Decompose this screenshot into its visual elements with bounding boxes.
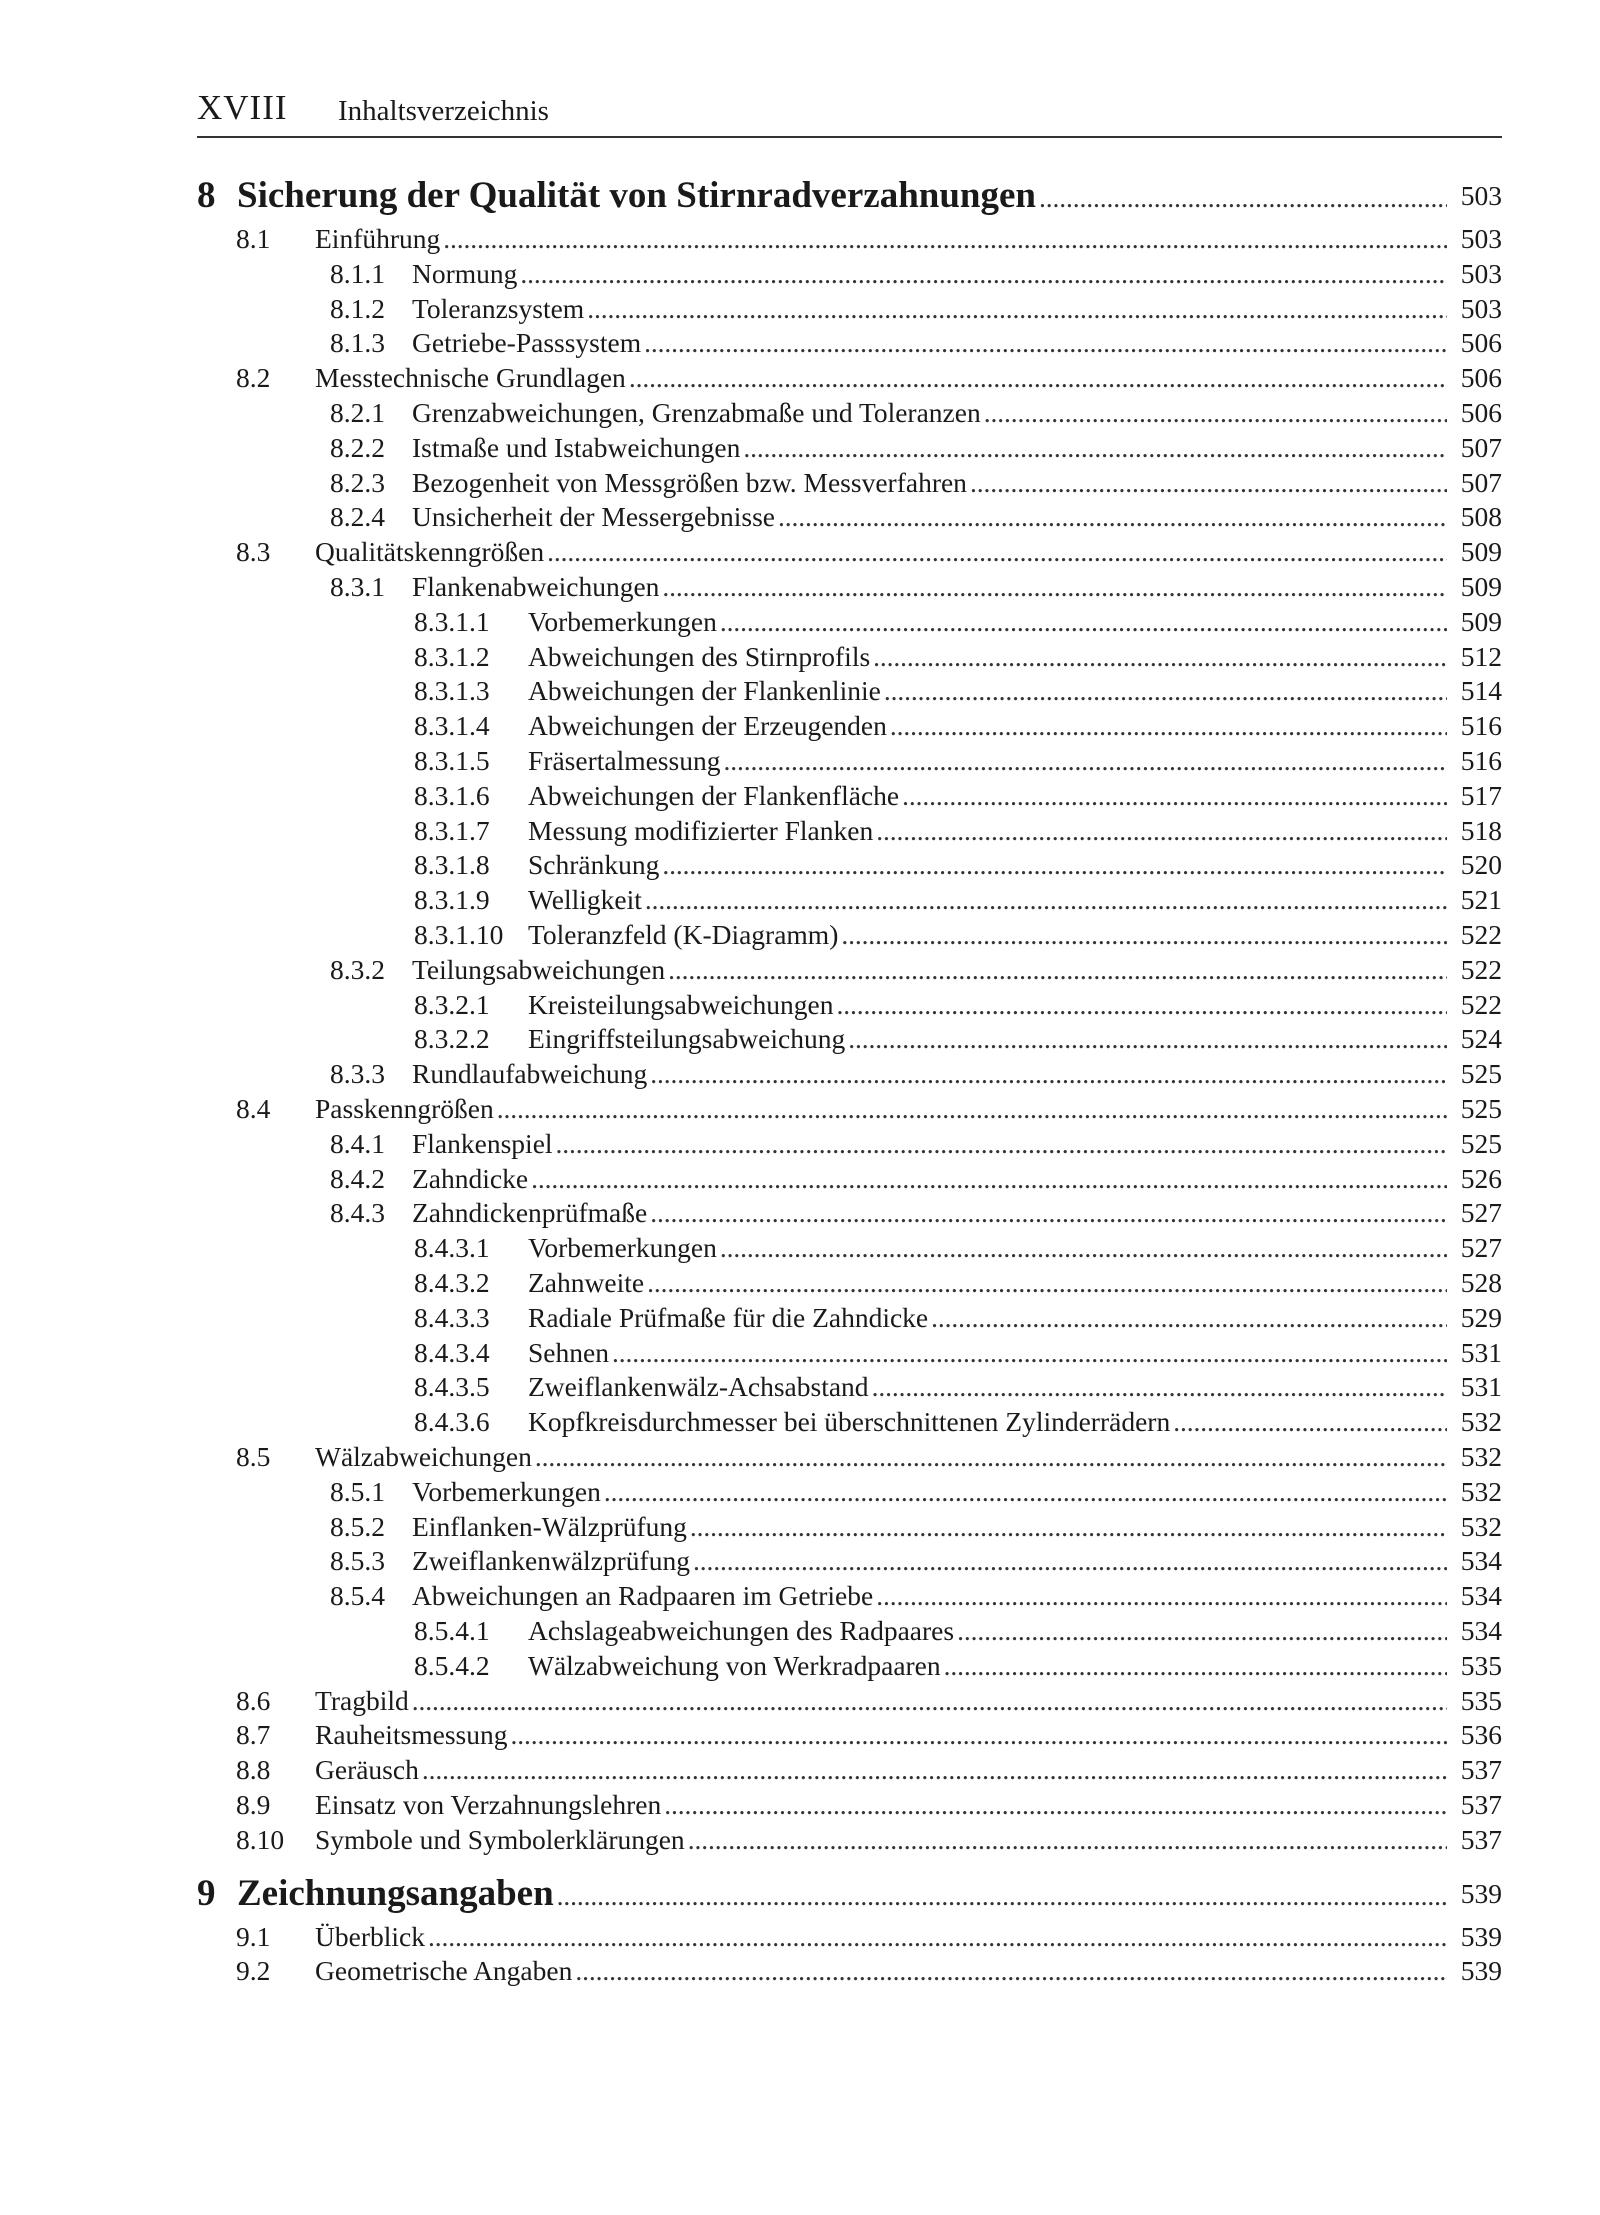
toc-number: 8.3.2.1 bbox=[414, 988, 490, 1020]
toc-entry[interactable] bbox=[0, 1613, 1600, 1649]
toc-title: Einsatz von Verzahnungslehren bbox=[315, 1789, 662, 1820]
dot-leader bbox=[944, 1648, 1447, 1684]
toc-number: 8.4.3.5 bbox=[414, 1371, 490, 1403]
dot-leader bbox=[873, 639, 1447, 675]
dot-leader bbox=[662, 569, 1447, 605]
toc-number: 8.5.2 bbox=[330, 1510, 385, 1542]
toc-number: 8.3 bbox=[236, 536, 271, 568]
toc-page-number: 508 bbox=[1460, 501, 1502, 533]
toc-entry[interactable] bbox=[0, 1195, 1600, 1231]
toc-number: 8.4 bbox=[236, 1093, 271, 1124]
toc-title: Sicherung der Qualität von Stirnradverzahnungen bbox=[237, 175, 1037, 216]
dot-leader bbox=[497, 1091, 1447, 1127]
dot-leader bbox=[647, 1265, 1447, 1301]
toc-number: 8.2.3 bbox=[330, 466, 385, 498]
toc-number: 8.4.1 bbox=[330, 1127, 385, 1159]
toc-title: Teilungsabweichungen bbox=[412, 953, 666, 985]
toc-entry[interactable] bbox=[0, 569, 1600, 605]
toc-entry[interactable] bbox=[0, 499, 1600, 535]
toc-page-number: 532 bbox=[1460, 1510, 1502, 1542]
toc-page-number: 506 bbox=[1460, 362, 1502, 394]
toc-number: 8.3.1.8 bbox=[414, 849, 490, 881]
toc-number: 8.5.4 bbox=[330, 1580, 385, 1612]
dot-leader bbox=[575, 1953, 1447, 1989]
toc-page-number: 525 bbox=[1460, 1127, 1502, 1159]
toc-page-number: 534 bbox=[1460, 1545, 1502, 1577]
dot-leader bbox=[511, 1717, 1448, 1753]
dot-leader bbox=[557, 1873, 1447, 1919]
toc-entry[interactable] bbox=[0, 673, 1600, 709]
running-title: Inhaltsverzeichnis bbox=[338, 95, 549, 127]
dot-leader bbox=[876, 1578, 1447, 1614]
dot-leader bbox=[1039, 175, 1447, 221]
toc-entry[interactable] bbox=[0, 1648, 1600, 1684]
toc-number: 9 bbox=[197, 1872, 216, 1914]
page-header bbox=[197, 88, 1502, 138]
toc-page-number: 535 bbox=[1460, 1684, 1502, 1716]
toc-entry[interactable] bbox=[0, 465, 1600, 501]
dot-leader bbox=[520, 256, 1447, 292]
toc-title: Kreisteilungsabweichungen bbox=[528, 988, 834, 1020]
toc-entry[interactable] bbox=[0, 395, 1600, 431]
toc-entry[interactable] bbox=[0, 1439, 1600, 1475]
page-number: XVIII bbox=[197, 88, 288, 127]
toc-chapter[interactable] bbox=[0, 173, 1600, 219]
dot-leader bbox=[644, 325, 1447, 361]
toc-number: 8.5 bbox=[236, 1441, 271, 1472]
toc-title: Einführung bbox=[315, 223, 441, 254]
toc-page-number: 527 bbox=[1460, 1232, 1502, 1264]
toc-entry[interactable] bbox=[0, 1717, 1600, 1753]
dot-leader bbox=[872, 1369, 1447, 1405]
toc-page-number: 534 bbox=[1460, 1580, 1502, 1612]
toc-entry[interactable] bbox=[0, 1953, 1600, 1989]
toc-number: 8.3.1.5 bbox=[414, 745, 490, 776]
toc-number: 9.1 bbox=[236, 1920, 271, 1952]
dot-leader bbox=[612, 1335, 1447, 1371]
toc-title: Qualitätskenngrößen bbox=[315, 536, 545, 568]
toc-page-number: 537 bbox=[1460, 1789, 1502, 1820]
toc-entry[interactable] bbox=[0, 325, 1600, 361]
toc-title: Sehnen bbox=[528, 1336, 609, 1368]
toc-page-number: 531 bbox=[1460, 1336, 1502, 1368]
toc-number: 8.3.1.7 bbox=[414, 814, 490, 846]
toc-page-number: 525 bbox=[1460, 1058, 1502, 1090]
dot-leader bbox=[890, 708, 1447, 744]
toc-title: Rundlaufabweichung bbox=[412, 1058, 648, 1090]
toc-number: 8.5.1 bbox=[330, 1475, 385, 1507]
toc-page-number: 535 bbox=[1460, 1649, 1502, 1681]
toc-page-number: 522 bbox=[1460, 953, 1502, 985]
toc-entry[interactable] bbox=[0, 1056, 1600, 1092]
toc-page-number: 509 bbox=[1460, 536, 1502, 568]
toc-entry[interactable] bbox=[0, 1230, 1600, 1266]
toc-number: 8.3.1.2 bbox=[414, 640, 490, 672]
toc-number: 8.3.1.6 bbox=[414, 779, 490, 811]
toc-number: 8.1.3 bbox=[330, 327, 385, 359]
toc-number: 8.3.1.9 bbox=[414, 884, 490, 916]
toc-page-number: 514 bbox=[1460, 675, 1502, 707]
dot-leader bbox=[1173, 1404, 1447, 1440]
dot-leader bbox=[662, 847, 1447, 883]
toc-number: 8.2 bbox=[236, 362, 271, 394]
toc-entry[interactable] bbox=[0, 1919, 1600, 1955]
toc-entry[interactable] bbox=[0, 1091, 1600, 1127]
toc-page-number: 525 bbox=[1460, 1093, 1502, 1124]
toc-number: 8.3.1.4 bbox=[414, 710, 490, 742]
toc-page-number: 507 bbox=[1460, 466, 1502, 498]
toc-title: Tragbild bbox=[315, 1684, 409, 1716]
toc-title: Messung modifizierter Flanken bbox=[528, 814, 874, 846]
toc-page-number: 526 bbox=[1460, 1162, 1502, 1194]
toc-title: Passkenngrößen bbox=[315, 1093, 494, 1124]
toc-number: 8.2.2 bbox=[330, 431, 385, 463]
toc-title: Abweichungen der Flankenfläche bbox=[528, 779, 900, 811]
toc-page-number: 534 bbox=[1460, 1615, 1502, 1646]
toc-number: 8.2.1 bbox=[330, 397, 385, 428]
toc-number: 9.2 bbox=[236, 1955, 271, 1987]
toc-title: Bezogenheit von Messgrößen bzw. Messverfahren bbox=[412, 466, 967, 498]
toc-entry[interactable] bbox=[0, 1509, 1600, 1545]
toc-title: Flankenabweichungen bbox=[412, 571, 660, 602]
toc-title: Normung bbox=[412, 257, 518, 289]
toc-title: Zeichnungsangaben bbox=[237, 1872, 554, 1914]
toc-number: 8.3.3 bbox=[330, 1058, 385, 1090]
toc-number: 8.3.1.1 bbox=[414, 605, 490, 637]
dot-leader bbox=[547, 534, 1447, 570]
toc-title: Abweichungen an Radpaaren im Getriebe bbox=[412, 1580, 874, 1612]
toc-title: Radiale Prüfmaße für die Zahndicke bbox=[528, 1301, 929, 1333]
toc-title: Achslageabweichungen des Radpaares bbox=[528, 1615, 955, 1646]
toc-entry[interactable] bbox=[0, 882, 1600, 918]
toc-page-number: 506 bbox=[1460, 327, 1502, 359]
toc-number: 8.4.3.4 bbox=[414, 1336, 490, 1368]
toc-title: Geometrische Angaben bbox=[315, 1955, 573, 1987]
toc-page-number: 503 bbox=[1460, 257, 1502, 289]
toc-entry[interactable] bbox=[0, 1543, 1600, 1579]
toc-entry[interactable] bbox=[0, 1474, 1600, 1510]
dot-leader bbox=[664, 1787, 1447, 1823]
dot-leader bbox=[970, 465, 1447, 501]
toc-entry[interactable] bbox=[0, 221, 1600, 257]
toc-title: Grenzabweichungen, Grenzabmaße und Toleranzen bbox=[412, 397, 981, 428]
dot-leader bbox=[720, 1230, 1447, 1266]
toc-entry[interactable] bbox=[0, 1126, 1600, 1162]
toc-title: Messtechnische Grundlagen bbox=[315, 362, 626, 394]
toc-entry[interactable] bbox=[0, 639, 1600, 675]
toc-number: 8.9 bbox=[236, 1789, 271, 1820]
toc-number: 8.3.2 bbox=[330, 953, 385, 985]
toc-number: 8.4.3.1 bbox=[414, 1232, 490, 1264]
toc-entry[interactable] bbox=[0, 360, 1600, 396]
toc-number: 8.4.3.6 bbox=[414, 1406, 490, 1438]
dot-leader bbox=[720, 604, 1447, 640]
toc-number: 8 bbox=[197, 175, 216, 216]
toc-title: Zahndickenprüfmaße bbox=[412, 1197, 648, 1229]
toc-title: Fräsertalmessung bbox=[528, 745, 721, 776]
toc-title: Überblick bbox=[315, 1920, 425, 1952]
toc-entry[interactable] bbox=[0, 847, 1600, 883]
toc-page-number: 527 bbox=[1460, 1197, 1502, 1229]
toc-entry[interactable] bbox=[0, 256, 1600, 292]
toc-page-number: 503 bbox=[1460, 292, 1502, 324]
toc-entry[interactable] bbox=[0, 778, 1600, 814]
toc-entry[interactable] bbox=[0, 604, 1600, 640]
toc-chapter[interactable] bbox=[0, 1871, 1600, 1917]
dot-leader bbox=[848, 1021, 1447, 1057]
toc-entry[interactable] bbox=[0, 708, 1600, 744]
toc-entry[interactable] bbox=[0, 743, 1600, 779]
toc-entry[interactable] bbox=[0, 1369, 1600, 1405]
toc-entry[interactable] bbox=[0, 813, 1600, 849]
toc-page-number: 529 bbox=[1460, 1301, 1502, 1333]
toc-title: Getriebe-Passsystem bbox=[412, 327, 642, 359]
dot-leader bbox=[604, 1474, 1447, 1510]
toc-title: Abweichungen der Erzeugenden bbox=[528, 710, 887, 742]
toc-entry[interactable] bbox=[0, 952, 1600, 988]
toc-entry[interactable] bbox=[0, 1822, 1600, 1858]
toc-title: Welligkeit bbox=[528, 884, 642, 916]
toc-title: Wälzabweichungen bbox=[315, 1441, 532, 1472]
toc-number: 8.1.2 bbox=[330, 292, 385, 324]
toc-entry[interactable] bbox=[0, 1335, 1600, 1371]
toc-number: 8.4.3.3 bbox=[414, 1301, 490, 1333]
toc-page-number: 539 bbox=[1460, 1920, 1502, 1952]
toc-entry[interactable] bbox=[0, 1265, 1600, 1301]
toc-title: Toleranzsystem bbox=[412, 292, 585, 324]
toc-title: Unsicherheit der Messergebnisse bbox=[412, 501, 776, 533]
toc-number: 8.2.4 bbox=[330, 501, 385, 533]
toc-entry[interactable] bbox=[0, 430, 1600, 466]
toc-page-number: 516 bbox=[1460, 745, 1502, 776]
toc-number: 8.1.1 bbox=[330, 257, 385, 289]
toc-page-number: 503 bbox=[1460, 180, 1502, 211]
toc-page-number: 509 bbox=[1460, 571, 1502, 602]
dot-leader bbox=[428, 1919, 1447, 1955]
toc-entry[interactable] bbox=[0, 534, 1600, 570]
toc-number: 8.3.2.2 bbox=[414, 1023, 490, 1055]
dot-leader bbox=[668, 952, 1447, 988]
toc-title: Abweichungen der Flankenlinie bbox=[528, 675, 881, 707]
toc-title: Zweiflankenwälz-Achsabstand bbox=[528, 1371, 869, 1403]
dot-leader bbox=[876, 813, 1447, 849]
dot-leader bbox=[688, 1822, 1447, 1858]
toc-number: 8.4.3 bbox=[330, 1197, 385, 1229]
toc-page-number: 528 bbox=[1460, 1267, 1502, 1298]
toc-number: 8.1 bbox=[236, 223, 271, 254]
toc-entry[interactable] bbox=[0, 987, 1600, 1023]
dot-leader bbox=[841, 917, 1447, 953]
toc-number: 8.5.4.2 bbox=[414, 1649, 490, 1681]
dot-leader bbox=[531, 1161, 1447, 1197]
dot-leader bbox=[650, 1195, 1447, 1231]
toc-number: 8.3.1 bbox=[330, 571, 385, 602]
toc-number: 8.3.1.10 bbox=[414, 919, 504, 950]
toc-page-number: 518 bbox=[1460, 814, 1502, 846]
dot-leader bbox=[412, 1683, 1447, 1719]
dot-leader bbox=[931, 1300, 1447, 1336]
toc-title: Istmaße und Istabweichungen bbox=[412, 431, 741, 463]
toc-page-number: 537 bbox=[1460, 1754, 1502, 1786]
toc-entry[interactable] bbox=[0, 1300, 1600, 1336]
toc-title: Einflanken-Wälzprüfung bbox=[412, 1510, 687, 1542]
dot-leader bbox=[693, 1543, 1447, 1579]
toc-page-number: 532 bbox=[1460, 1406, 1502, 1438]
dot-leader bbox=[650, 1056, 1447, 1092]
toc-page-number: 509 bbox=[1460, 605, 1502, 637]
toc-title: Toleranzfeld (K-Diagramm) bbox=[528, 919, 839, 950]
toc-number: 8.3.1.3 bbox=[414, 675, 490, 707]
toc-page-number: 506 bbox=[1460, 397, 1502, 428]
toc-number: 8.7 bbox=[236, 1719, 271, 1751]
toc-entry[interactable] bbox=[0, 1578, 1600, 1614]
dot-leader bbox=[723, 743, 1447, 779]
toc-number: 8.5.3 bbox=[330, 1545, 385, 1577]
toc-page-number: 537 bbox=[1460, 1823, 1502, 1855]
toc-page-number: 516 bbox=[1460, 710, 1502, 742]
toc-title: Flankenspiel bbox=[412, 1127, 553, 1159]
toc-page-number: 520 bbox=[1460, 849, 1502, 881]
dot-leader bbox=[587, 291, 1447, 327]
toc-entry[interactable] bbox=[0, 1787, 1600, 1823]
toc-page-number: 532 bbox=[1460, 1475, 1502, 1507]
toc-entry[interactable] bbox=[0, 1021, 1600, 1057]
dot-leader bbox=[836, 987, 1447, 1023]
toc-number: 8.4.3.2 bbox=[414, 1267, 490, 1298]
toc-page-number: 536 bbox=[1460, 1719, 1502, 1751]
toc-title: Schränkung bbox=[528, 849, 660, 881]
toc-page-number: 531 bbox=[1460, 1371, 1502, 1403]
toc-title: Symbole und Symbolerklärungen bbox=[315, 1823, 685, 1855]
toc-title: Zweiflankenwälzprüfung bbox=[412, 1545, 690, 1577]
toc-page-number: 517 bbox=[1460, 779, 1502, 811]
dot-leader bbox=[556, 1126, 1447, 1162]
toc-title: Rauheitsmessung bbox=[315, 1719, 508, 1751]
toc-entry[interactable] bbox=[0, 1683, 1600, 1719]
dot-leader bbox=[690, 1509, 1447, 1545]
dot-leader bbox=[884, 673, 1447, 709]
toc-page-number: 507 bbox=[1460, 431, 1502, 463]
toc-page-number: 522 bbox=[1460, 919, 1502, 950]
toc-page-number: 524 bbox=[1460, 1023, 1502, 1055]
toc-title: Vorbemerkungen bbox=[412, 1475, 601, 1507]
toc-page-number: 512 bbox=[1460, 640, 1502, 672]
toc-entry[interactable] bbox=[0, 917, 1600, 953]
dot-leader bbox=[743, 430, 1447, 466]
dot-leader bbox=[957, 1613, 1447, 1649]
toc-number: 8.5.4.1 bbox=[414, 1615, 490, 1646]
toc-number: 8.8 bbox=[236, 1754, 271, 1786]
toc-entry[interactable] bbox=[0, 1161, 1600, 1197]
toc-title: Vorbemerkungen bbox=[528, 605, 717, 637]
dot-leader bbox=[984, 395, 1447, 431]
toc-title: Zahndicke bbox=[412, 1162, 529, 1194]
toc-page-number: 532 bbox=[1460, 1441, 1502, 1472]
toc-page-number: 522 bbox=[1460, 988, 1502, 1020]
toc-title: Vorbemerkungen bbox=[528, 1232, 717, 1264]
dot-leader bbox=[422, 1752, 1447, 1788]
toc-page-number: 521 bbox=[1460, 884, 1502, 916]
dot-leader bbox=[902, 778, 1447, 814]
toc-page-number: 539 bbox=[1460, 1955, 1502, 1987]
toc-entry[interactable] bbox=[0, 1752, 1600, 1788]
dot-leader bbox=[535, 1439, 1447, 1475]
toc-title: Wälzabweichung von Werkradpaaren bbox=[528, 1649, 941, 1681]
toc-title: Abweichungen des Stirnprofils bbox=[528, 640, 871, 672]
toc-title: Zahnweite bbox=[528, 1267, 645, 1298]
toc-page-number: 539 bbox=[1460, 1877, 1502, 1909]
toc-title: Geräusch bbox=[315, 1754, 419, 1786]
toc-number: 8.10 bbox=[236, 1823, 285, 1855]
toc-page-number: 503 bbox=[1460, 223, 1502, 254]
toc-number: 8.4.2 bbox=[330, 1162, 385, 1194]
toc-entry[interactable] bbox=[0, 1404, 1600, 1440]
dot-leader bbox=[645, 882, 1447, 918]
toc-title: Kopfkreisdurchmesser bei überschnittenen Zylinderrädern bbox=[528, 1406, 1171, 1438]
toc-entry[interactable] bbox=[0, 291, 1600, 327]
dot-leader bbox=[629, 360, 1447, 396]
toc-number: 8.6 bbox=[236, 1684, 271, 1716]
dot-leader bbox=[443, 221, 1447, 257]
toc-title: Eingriffsteilungsabweichung bbox=[528, 1023, 846, 1055]
dot-leader bbox=[778, 499, 1447, 535]
